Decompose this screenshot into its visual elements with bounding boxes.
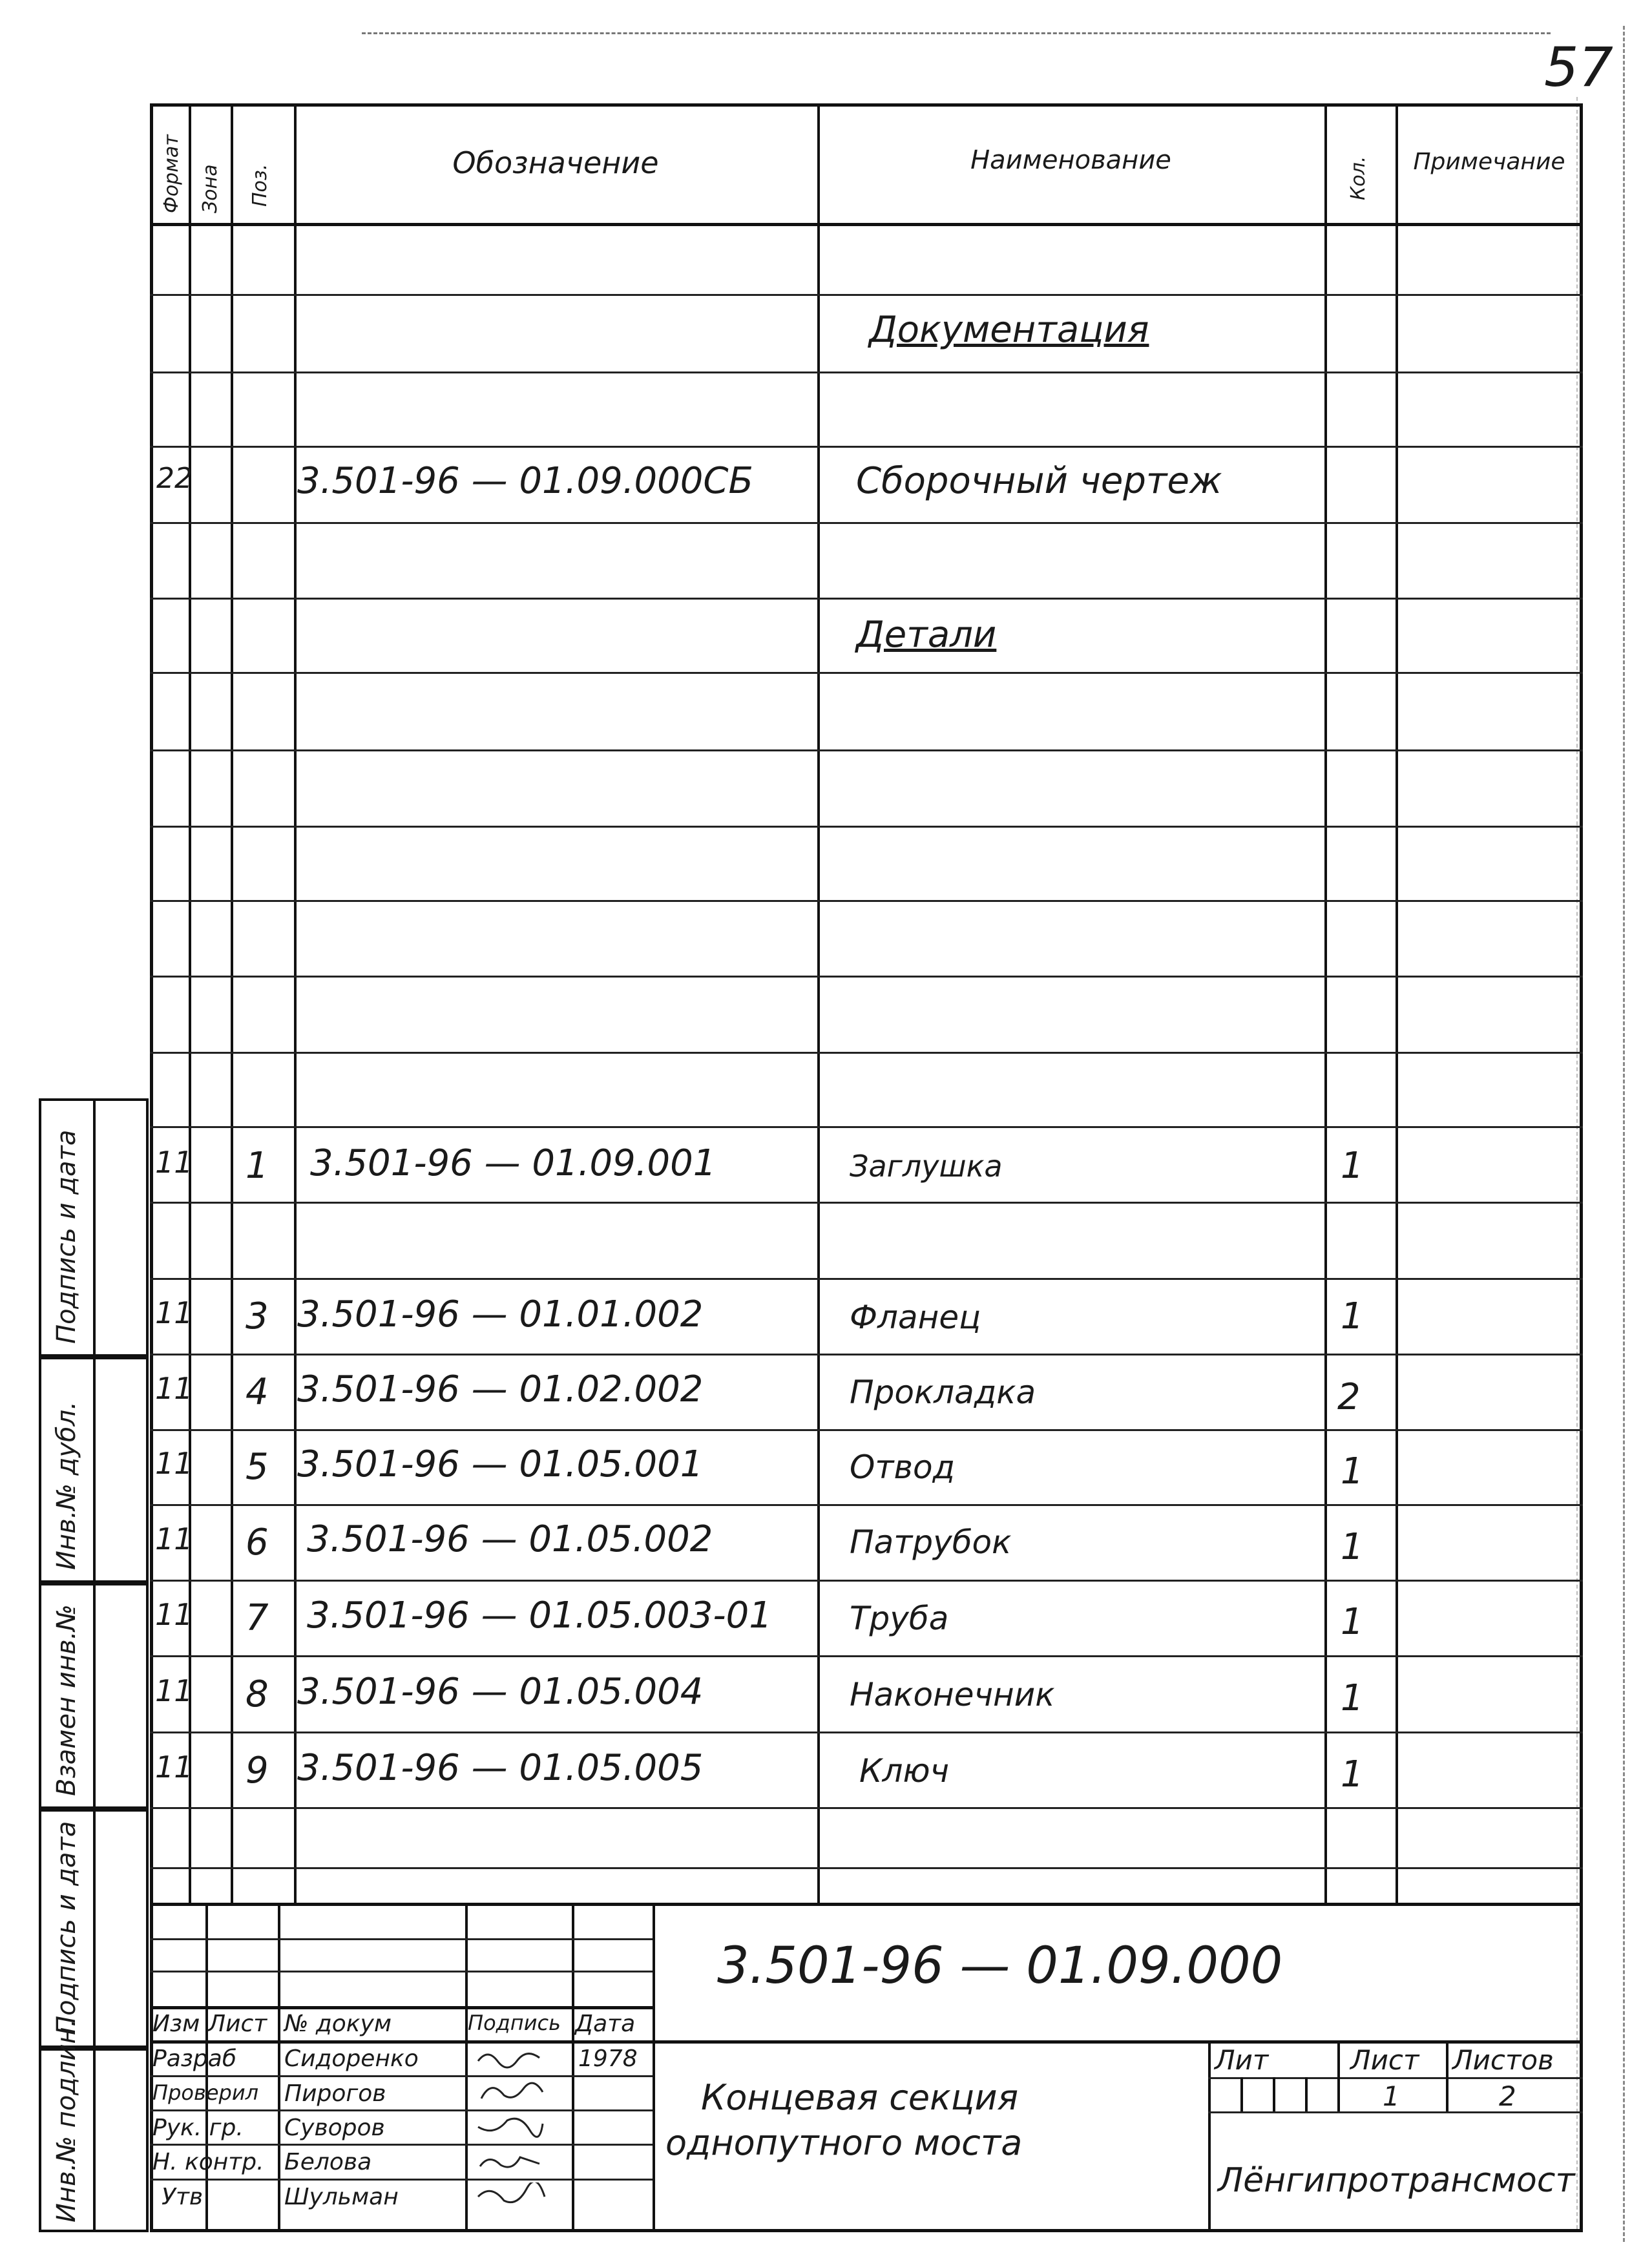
row-line — [150, 1867, 1583, 1869]
row-line — [150, 1655, 1583, 1657]
side-divider — [93, 2051, 96, 2230]
header-name: Наименование — [970, 145, 1171, 175]
section-documentation: Документация — [869, 309, 1149, 351]
item-format: 11 — [155, 1597, 193, 1632]
tb-header-doc: № докум — [284, 2011, 392, 2037]
top-dashed-line — [362, 32, 1551, 34]
side-label-sign-date-top: Подпись и дата — [52, 1129, 81, 1344]
tb-header-sign: Подпись — [468, 2011, 561, 2035]
row-line — [150, 1504, 1583, 1506]
tb-sheets-label: Листов — [1452, 2044, 1554, 2076]
row-line — [150, 294, 1583, 296]
item-name: Наконечник — [850, 1676, 1055, 1713]
item-pos: 3 — [246, 1295, 269, 1337]
side-divider — [93, 1101, 96, 1354]
tb-right-divider — [1208, 2040, 1211, 2232]
row-line — [150, 1732, 1583, 1733]
item-designation: 3.501-96 — 01.01.002 — [297, 1293, 704, 1335]
item-name: Прокладка — [850, 1374, 1036, 1411]
row-line — [150, 1202, 1583, 1204]
tb-person: Шульман — [284, 2184, 399, 2210]
title-block-top — [150, 1903, 1583, 1906]
tb-person: Пирогов — [284, 2080, 386, 2107]
item-designation: 3.501-96 — 01.05.003-01 — [307, 1595, 772, 1637]
side-label-inv-dubl: Инв.№ дубл. — [52, 1401, 81, 1570]
row-line — [150, 826, 1583, 828]
item-qty: 1 — [1341, 1145, 1364, 1187]
tb-person: Суворов — [284, 2115, 385, 2141]
item-qty: 1 — [1341, 1526, 1364, 1568]
row-line — [150, 672, 1583, 674]
item-designation: 3.501-96 — 01.02.002 — [297, 1368, 704, 1410]
row-line — [150, 749, 1583, 751]
tb-row-line — [150, 2109, 653, 2111]
item-pos: 6 — [246, 1522, 269, 1564]
tb-col-line — [278, 1903, 280, 2232]
item-format: 11 — [155, 1145, 193, 1180]
tb-lit-cell — [1240, 2077, 1243, 2111]
row-line — [150, 900, 1583, 902]
item-name: Фланец — [850, 1299, 981, 1336]
row-line — [150, 1580, 1583, 1582]
item-format: 11 — [155, 1673, 193, 1708]
item-pos: 9 — [246, 1750, 269, 1792]
row-line — [150, 1807, 1583, 1809]
row-line — [150, 446, 1583, 448]
header-note: Примечание — [1413, 149, 1565, 175]
tb-row-line — [150, 1938, 653, 1940]
header-format: Формат — [160, 134, 183, 213]
item-name: Ключ — [859, 1752, 950, 1790]
tb-row-line — [150, 2040, 1583, 2044]
item-pos: 5 — [246, 1446, 269, 1488]
item-format: 11 — [155, 1522, 193, 1556]
item-name: Патрубок — [850, 1523, 1012, 1561]
signature-scribble — [475, 2114, 546, 2140]
row-line — [150, 371, 1583, 373]
tb-row-line — [150, 2075, 653, 2077]
sheet-number: 57 — [1544, 36, 1613, 99]
signature-scribble — [475, 2148, 546, 2174]
document-title-line2: однопутного моста — [665, 2122, 1023, 2163]
row-line — [150, 1354, 1583, 1355]
header-divider — [150, 223, 1583, 226]
header-pos: Поз. — [249, 163, 271, 207]
item-pos: 8 — [246, 1673, 269, 1715]
tb-row-line — [150, 1971, 653, 1972]
tb-row-line — [150, 2179, 653, 2181]
header-designation: Обозначение — [452, 145, 659, 180]
tb-header-list: Лист — [208, 2011, 267, 2037]
tb-col-line — [465, 1903, 468, 2232]
tb-role: Рук. гр. — [152, 2115, 244, 2141]
row-line — [150, 598, 1583, 600]
tb-lit-cell — [1273, 2077, 1275, 2111]
row-line — [150, 1126, 1583, 1128]
tb-row-line — [150, 2144, 653, 2146]
item-format: 11 — [155, 1750, 193, 1784]
item-designation: 3.501-96 — 01.05.002 — [307, 1518, 713, 1560]
tb-sheet-label: Лист — [1350, 2044, 1419, 2076]
tb-person: Белова — [284, 2149, 372, 2175]
tb-lit-label: Лит — [1215, 2044, 1269, 2076]
item-designation: 3.501-96 — 01.05.004 — [297, 1671, 704, 1713]
item-qty: 1 — [1341, 1295, 1364, 1337]
tb-header-date: Дата — [575, 2011, 636, 2037]
tb-right-row — [1208, 2077, 1583, 2079]
side-divider — [93, 1359, 96, 1580]
tb-role: Проверил — [152, 2080, 259, 2105]
item-name: Труба — [850, 1600, 949, 1637]
signature-scribble — [475, 2079, 546, 2105]
document-title-line1: Концевая секция — [701, 2077, 1019, 2118]
tb-sheet-value: 1 — [1383, 2080, 1400, 2112]
tb-role: Разраб — [152, 2046, 237, 2072]
item-qty: 1 — [1341, 1677, 1364, 1719]
item-qty: 1 — [1341, 1753, 1364, 1795]
tb-person: Сидоренко — [284, 2046, 419, 2072]
tb-row-line — [150, 2006, 653, 2009]
doc-row-format: 22 — [156, 462, 193, 495]
tb-right-col — [1337, 2040, 1340, 2111]
side-label-vzam-inv: Взамен инв.№ — [52, 1604, 81, 1796]
item-designation: 3.501-96 — 01.05.001 — [297, 1443, 704, 1485]
signature-scribble — [475, 2182, 546, 2208]
tb-lit-cell — [1305, 2077, 1308, 2111]
row-line — [150, 1052, 1583, 1054]
organization: Лёнгипротрансмост — [1218, 2161, 1575, 2200]
tb-sheets-value: 2 — [1499, 2080, 1516, 2112]
side-divider — [93, 1585, 96, 1806]
item-qty: 1 — [1341, 1450, 1364, 1492]
side-label-inv-podl: Инв.№ подлин. — [52, 2018, 81, 2223]
side-label-sign-date-bottom: Подпись и дата — [52, 1821, 81, 2035]
row-line — [150, 976, 1583, 978]
tb-header-izm: Изм — [152, 2011, 200, 2037]
item-designation: 3.501-96 — 01.09.001 — [310, 1142, 716, 1184]
item-format: 11 — [155, 1371, 193, 1406]
row-line — [150, 1278, 1583, 1280]
item-pos: 1 — [246, 1145, 269, 1187]
signature-scribble — [475, 2045, 546, 2071]
header-zone: Зона — [199, 164, 222, 213]
item-pos: 4 — [246, 1371, 269, 1413]
item-name: Заглушка — [850, 1149, 1003, 1184]
document-code: 3.501-96 — 01.09.000 — [717, 1937, 1283, 1995]
side-divider — [93, 1812, 96, 2046]
right-dashed-line — [1623, 26, 1625, 2242]
tb-role: Утв — [162, 2184, 204, 2210]
tb-col-line — [653, 1903, 655, 2232]
header-qty: Кол. — [1347, 156, 1370, 200]
item-qty: 1 — [1341, 1601, 1364, 1643]
tb-date: 1978 — [578, 2046, 638, 2072]
item-format: 11 — [155, 1446, 193, 1481]
item-format: 11 — [155, 1295, 193, 1330]
row-line — [150, 1429, 1583, 1431]
section-details: Детали — [856, 614, 997, 656]
doc-row-name: Сборочный чертеж — [856, 460, 1222, 502]
item-designation: 3.501-96 — 01.05.005 — [297, 1747, 704, 1789]
tb-col-line — [572, 1903, 574, 2232]
tb-right-col — [1446, 2040, 1448, 2111]
doc-row-designation: 3.501-96 — 01.09.000СБ — [297, 460, 753, 502]
item-pos: 7 — [246, 1597, 269, 1639]
item-name: Отвод — [850, 1449, 956, 1486]
item-qty: 2 — [1337, 1376, 1361, 1418]
row-line — [150, 522, 1583, 524]
tb-role: Н. контр. — [152, 2149, 264, 2175]
